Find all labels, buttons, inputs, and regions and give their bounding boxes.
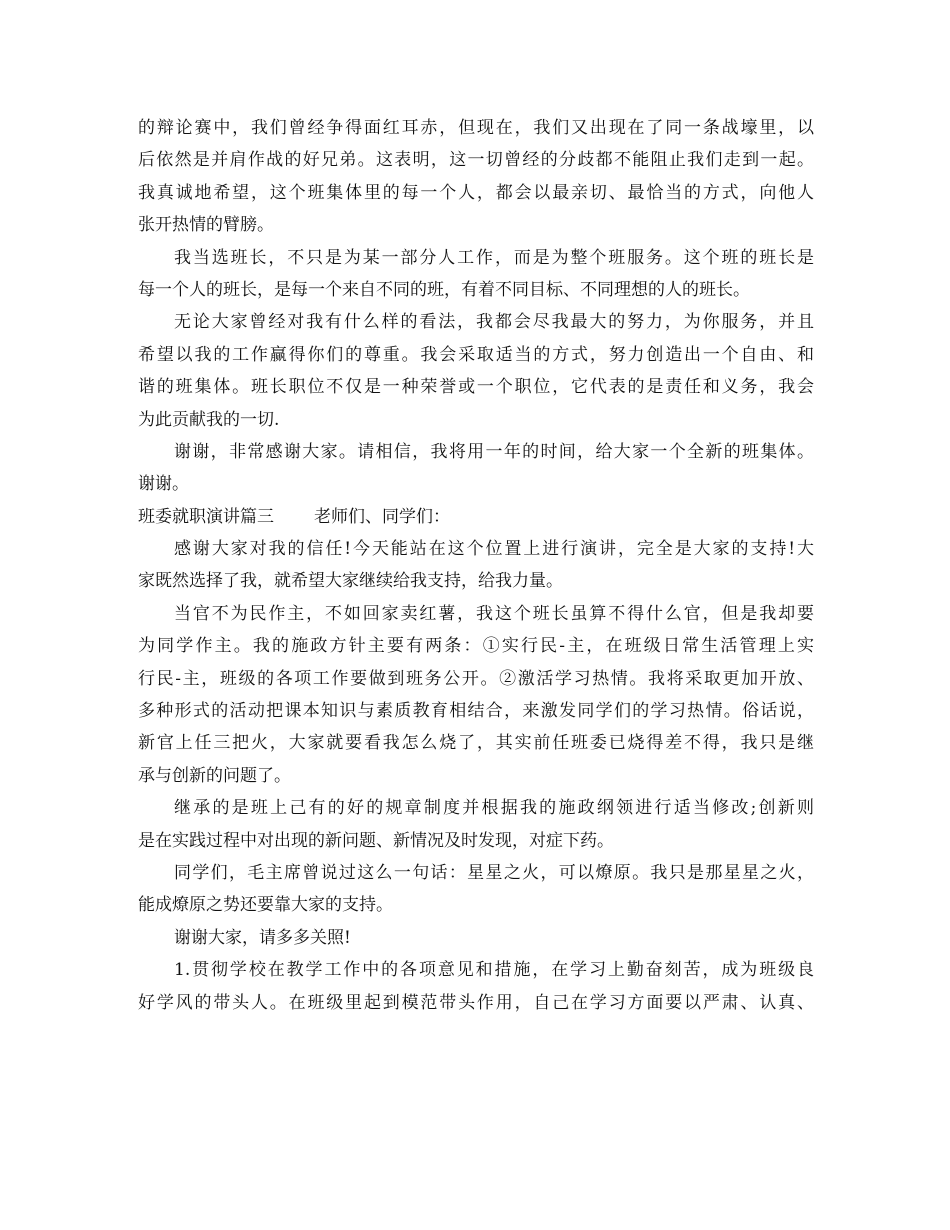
text-line: 谢谢。 [138,474,189,495]
text-line: 谐的班集体。班长职位不仅是一种荣誉或一个职位，它代表的是责任和义务，我会 [138,377,814,398]
text-line: 多种形式的活动把课本知识与素质教育相结合，来激发同学们的学习热情。俗话说， [138,701,814,722]
text-line: 谢谢，非常感谢大家。请相信，我将用一年的时间，给大家一个全新的班集体。 [174,441,814,462]
speech-part-two [138,112,814,501]
text-line: 感谢大家对我的信任!今天能站在这个位置上进行演讲，完全是大家的支持!大 [174,539,814,560]
text-line: 后依然是并肩作战的好兄弟。这表明，这一切曾经的分歧都不能阻止我们走到一起。 [138,150,814,171]
text-line: 承与创新的问题了。 [138,765,291,786]
text-line: 为同学作主。我的施政方针主要有两条：①实行民-主，在班级日常生活管理上实 [138,636,814,657]
section-title: 班委就职演讲篇三 [138,506,274,527]
document-body [138,112,814,1019]
text-line: 当官不为民作主，不如回家卖红薯，我这个班长虽算不得什么官，但是我却要 [174,603,814,624]
text-line: 家既然选择了我，就希望大家继续给我支持，给我力量。 [138,571,563,592]
text-line: 好学风的带头人。在班级里起到模范带头作用，自己在学习方面要以严肃、认真、 [138,992,814,1013]
text-line: 为此贡献我的一切. [138,409,280,430]
text-line: 同学们，毛主席曾说过这么一句话：星星之火，可以燎原。我只是那星星之火， [174,862,814,883]
section-greeting: 老师们、同学们： [314,506,450,527]
text-line: 我真诚地希望，这个班集体里的每一个人，都会以最亲切、最恰当的方式，向他人 [138,182,814,203]
text-line: 每一个人的班长，是每一个来自不同的班，有着不同目标、不同理想的人的班长。 [138,279,750,300]
text-line: 谢谢大家，请多多关照! [174,927,351,948]
text-line: 继承的是班上己有的好的规章制度并根据我的施政纲领进行适当修改;创新则 [174,798,814,819]
text-line: 无论大家曾经对我有什么样的看法，我都会尽我最大的努力，为你服务，并且 [174,312,814,333]
text-line: 希望以我的工作赢得你们的尊重。我会采取适当的方式，努力创造出一个自由、和 [138,344,814,365]
text-line: 的辩论赛中，我们曾经争得面红耳赤，但现在，我们又出现在了同一条战壕里，以 [138,118,814,138]
text-line: 新官上任三把火，大家就要看我怎么烧了，其实前任班委已烧得差不得，我只是继 [138,733,814,754]
section-heading [138,501,814,533]
text-line: 1.贯彻学校在教学工作中的各项意见和措施，在学习上勤奋刻苦，成为班级良 [174,960,814,981]
speech-part-three [138,533,814,1019]
text-line: 是在实践过程中对出现的新问题、新情况及时发现，对症下药。 [138,830,614,851]
text-line: 行民-主，班级的各项工作要做到班务公开。②激活学习热情。我将采取更加开放、 [138,668,814,689]
text-line: 能成燎原之势还要靠大家的支持。 [138,895,393,916]
text-line: 我当选班长，不只是为某一部分人工作，而是为整个班服务。这个班的班长是 [174,247,814,268]
text-line: 张开热情的臂膀。 [138,215,274,236]
